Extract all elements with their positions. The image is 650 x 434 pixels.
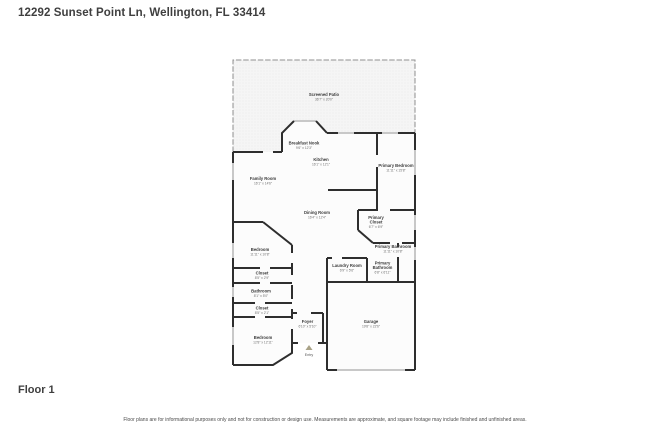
room-dims-bedroom-mid: 11'11" x 10'8"	[250, 252, 270, 257]
room-label-screened-patio: Screened Patio	[308, 92, 340, 97]
room-dims-screened-patio: 36'7" x 20'0"	[314, 97, 334, 102]
room-label-family-room: Family Room	[249, 176, 277, 181]
room-dims-laundry-room: 6'9" x 5'6"	[339, 268, 355, 273]
room-label-dining-room: Dining Room	[303, 210, 331, 215]
disclaimer-text: Floor plans are for informational purposes only and not for construction or design use. Measurements are approximate, and square footage may include finished and unfinished areas.	[123, 417, 527, 423]
entry-label: Entry	[304, 353, 314, 357]
room-label-closet-1: Closet	[255, 270, 269, 276]
room-label-breakfast-nook: Breakfast Nook	[288, 140, 320, 146]
room-label-garage: Garage	[363, 319, 379, 324]
room-dims-breakfast-nook: 9'6" x 12'3"	[295, 146, 313, 150]
room-label-primary-bathroom2-2: Bathroom	[372, 265, 393, 270]
room-dims-primary-bathroom2: 6'8" x 6'11"	[374, 270, 391, 275]
room-label-primary-closet-2: Closet	[369, 219, 383, 225]
entry-arrow-icon	[306, 345, 313, 350]
room-label-primary-bathroom2-1: Primary	[374, 260, 391, 266]
floorplan-container	[230, 55, 420, 375]
room-dims-dining-room: 16'4" x 12'4"	[307, 215, 327, 220]
room-dims-primary-closet: 6'7" x 6'9"	[368, 225, 384, 229]
room-label-primary-bedroom: Primary Bedroom	[378, 163, 414, 168]
floorplan-svg	[230, 55, 420, 375]
room-dims-foyer: 6'10" x 5'10"	[298, 324, 317, 329]
room-label-foyer: Foyer	[301, 319, 314, 324]
room-label-primary-closet-1: Primary	[368, 215, 384, 220]
room-dims-garage: 19'8" x 22'6"	[361, 324, 381, 329]
room-label-closet-2: Closet	[255, 305, 269, 311]
room-dims-primary-bathroom: 11'11" x 10'8"	[383, 249, 403, 254]
room-label-bedroom-bottom: Bedroom	[253, 335, 273, 340]
page-title-address: 12292 Sunset Point Ln, Wellington, FL 33414	[18, 7, 266, 19]
room-dims-primary-bedroom: 11'11" x 15'8"	[386, 168, 406, 173]
room-label-laundry-room: Laundry Room	[332, 263, 362, 268]
room-dims-kitchen: 16'1" x 12'1"	[311, 162, 331, 167]
room-dims-family-room: 16'1" x 14'6"	[253, 181, 273, 186]
room-label-kitchen: Kitchen	[313, 157, 329, 162]
room-dims-closet-2: 8'5" x 2'1"	[254, 311, 270, 315]
room-label-bedroom-mid: Bedroom	[250, 247, 270, 252]
room-label-primary-bathroom: Primary Bathroom	[374, 244, 412, 249]
floor-label: Floor 1	[18, 384, 55, 396]
room-label-bathroom: Bathroom	[251, 288, 271, 294]
room-dims-bathroom: 8'1" x 5'0"	[253, 294, 269, 298]
room-dims-bedroom-bottom: 12'8" x 12'11"	[253, 340, 273, 345]
room-dims-closet-1: 8'5" x 2'9"	[254, 276, 270, 280]
